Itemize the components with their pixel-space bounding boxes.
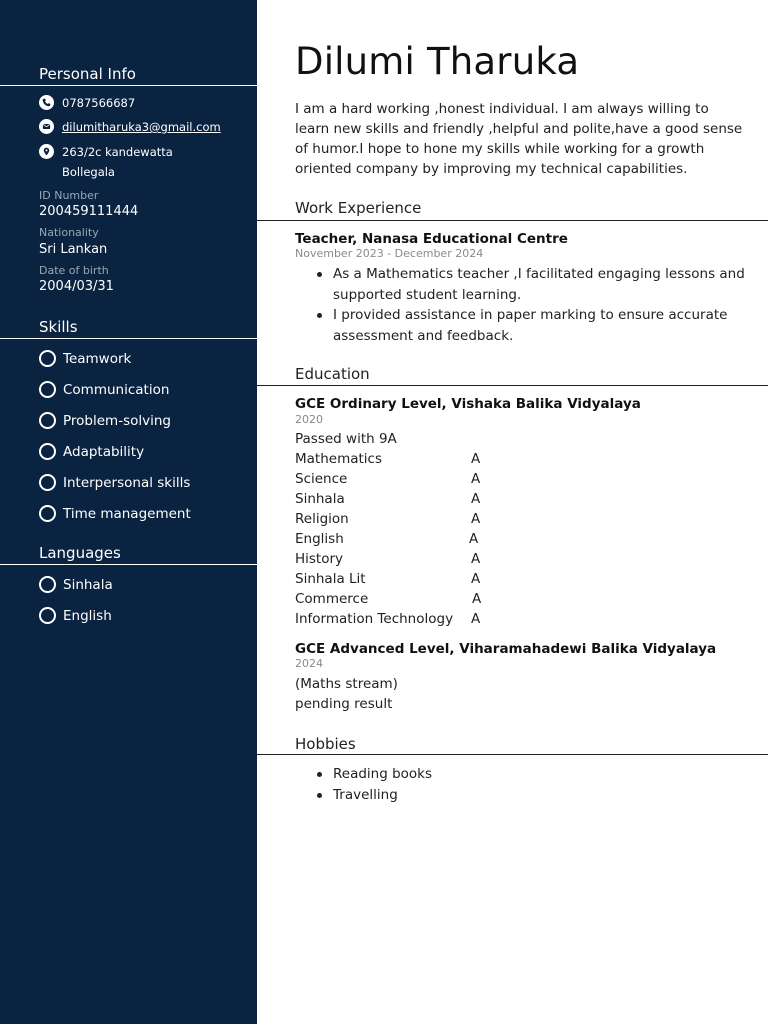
- al-result: pending result: [295, 696, 393, 712]
- list-item: Travelling: [295, 785, 745, 806]
- grade-subject: History: [295, 551, 344, 567]
- nationality-value: Sri Lankan: [39, 242, 108, 257]
- skill-label: Adaptability: [63, 443, 145, 460]
- grade-value: A: [471, 451, 481, 467]
- address: [62, 142, 173, 182]
- al-title: GCE Advanced Level, Viharamahadewi Balika Vidyalaya: [295, 641, 717, 657]
- languages-title: Languages: [39, 544, 121, 562]
- circle-bullet-icon: [39, 412, 56, 429]
- work-experience-title: Work Experience: [295, 199, 422, 217]
- phone-icon: [39, 95, 54, 110]
- circle-bullet-icon: [39, 443, 56, 460]
- job-bullets: [295, 264, 745, 346]
- hobbies-divider: [257, 754, 768, 755]
- education-divider: [257, 385, 768, 386]
- job-title: Teacher, Nanasa Educational Centre: [295, 231, 568, 247]
- ol-summary: Passed with 9A: [295, 431, 397, 447]
- phone-row: [39, 95, 135, 113]
- personal-info-title: Personal Info: [39, 65, 136, 83]
- skill-label: Interpersonal skills: [63, 474, 191, 491]
- address-line-1: 263/2c kandewatta: [62, 145, 173, 159]
- sidebar: [0, 0, 257, 1024]
- dob-label: Date of birth: [39, 264, 109, 277]
- education-title: Education: [295, 365, 370, 383]
- skill-label: Problem-solving: [63, 412, 171, 429]
- grade-value: A: [471, 471, 481, 487]
- grade-subject: Religion: [295, 511, 349, 527]
- skill-item: [39, 350, 131, 367]
- grade-value: A: [472, 591, 482, 607]
- circle-bullet-icon: [39, 350, 56, 367]
- hobbies-title: Hobbies: [295, 735, 356, 753]
- email-row: [39, 119, 221, 137]
- ol-year: 2020: [295, 413, 323, 426]
- grade-value: A: [471, 611, 481, 627]
- hobbies-list: [295, 764, 745, 805]
- grade-value: A: [471, 551, 481, 567]
- profile-summary: I am a hard working ,honest individual. I am always willing to learn new skills and friendly ,helpful and polite,have a good sense of humor.I hope to hone my skills while working for a growth oriented company by improving my technical capabilities.: [295, 101, 743, 177]
- grade-subject: Information Technology: [295, 611, 454, 627]
- nationality-label: Nationality: [39, 226, 99, 239]
- skill-label: Teamwork: [63, 350, 132, 367]
- grade-value: A: [469, 531, 479, 547]
- circle-bullet-icon: [39, 576, 56, 593]
- id-number-value: 200459111444: [39, 204, 139, 219]
- skill-item: [39, 443, 144, 460]
- ol-title: GCE Ordinary Level, Vishaka Balika Vidyalaya: [295, 396, 641, 412]
- skill-item: [39, 412, 171, 429]
- main-content: [257, 0, 768, 1024]
- language-item: [39, 576, 113, 593]
- location-pin-icon: [39, 144, 54, 159]
- grade-value: A: [471, 571, 481, 587]
- work-experience-divider: [257, 220, 768, 221]
- circle-bullet-icon: [39, 381, 56, 398]
- grade-subject: Sinhala Lit: [295, 571, 366, 587]
- grade-subject: Commerce: [295, 591, 369, 607]
- grade-value: A: [471, 511, 481, 527]
- grade-subject: English: [295, 531, 344, 547]
- skill-label: Time management: [63, 505, 191, 522]
- grade-subject: Mathematics: [295, 451, 382, 467]
- email-icon: [39, 119, 54, 134]
- dob-value: 2004/03/31: [39, 279, 114, 294]
- skills-divider: [0, 338, 257, 339]
- phone-number: 0787566687: [62, 96, 136, 110]
- candidate-name: Dilumi Tharuka: [295, 40, 580, 83]
- skill-label: Communication: [63, 381, 170, 398]
- grade-value: A: [471, 491, 481, 507]
- language-label: English: [63, 607, 112, 624]
- email-link[interactable]: dilumitharuka3@gmail.com: [62, 120, 221, 134]
- skill-item: [39, 505, 191, 522]
- job-dates: November 2023 - December 2024: [295, 247, 484, 260]
- al-year: 2024: [295, 657, 323, 670]
- skills-title: Skills: [39, 318, 78, 336]
- address-row: [39, 144, 173, 182]
- skill-item: [39, 474, 190, 491]
- list-item: As a Mathematics teacher ,I facilitated engaging lessons and supported student learning.: [295, 264, 745, 305]
- id-number-label: ID Number: [39, 189, 99, 202]
- languages-divider: [0, 564, 257, 565]
- grade-subject: Sinhala: [295, 491, 345, 507]
- address-line-2: Bollegala: [62, 165, 115, 179]
- circle-bullet-icon: [39, 505, 56, 522]
- al-stream: (Maths stream): [295, 676, 398, 692]
- list-item: Reading books: [295, 764, 745, 785]
- grade-subject: Science: [295, 471, 348, 487]
- circle-bullet-icon: [39, 474, 56, 491]
- language-label: Sinhala: [63, 576, 113, 593]
- personal-info-divider: [0, 85, 257, 86]
- circle-bullet-icon: [39, 607, 56, 624]
- skill-item: [39, 381, 169, 398]
- list-item: I provided assistance in paper marking to ensure accurate assessment and feedback.: [295, 305, 745, 346]
- language-item: [39, 607, 112, 624]
